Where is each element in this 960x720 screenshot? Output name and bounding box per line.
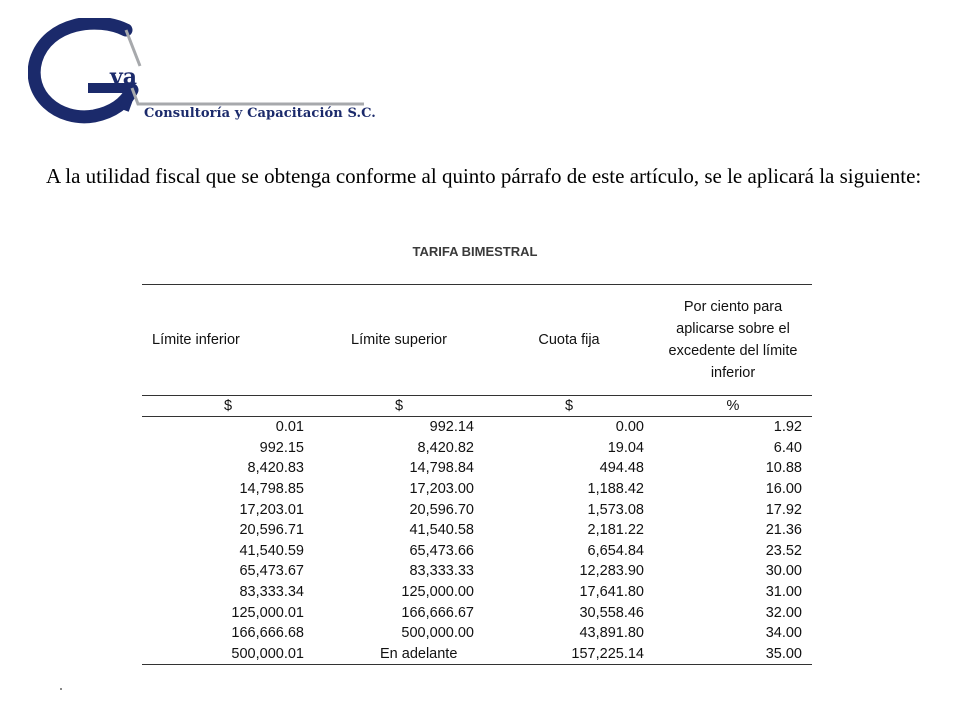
logo-tagline: Consultoría y Capacitación S.C. (144, 106, 376, 121)
table-cell: 1,188.42 (587, 481, 644, 498)
table-cell: 21.36 (765, 522, 802, 539)
table-cell: 17,641.80 (579, 584, 644, 601)
unit-cell: $ (484, 396, 654, 417)
table-cell: 125,000.01 (231, 604, 304, 621)
table-cell: 19.04 (607, 439, 644, 456)
table-title: TARIFA BIMESTRAL (412, 244, 538, 259)
table-row (142, 602, 812, 623)
table-cell: 30.00 (765, 563, 802, 580)
table-row (142, 479, 812, 500)
table-cell: 43,891.80 (579, 625, 644, 642)
table-row (142, 417, 812, 438)
table-cell: 157,225.14 (484, 644, 654, 665)
table-row (142, 623, 812, 644)
table-cell: 32.00 (765, 604, 802, 621)
tarifa-body (142, 417, 812, 665)
table-cell: 34.00 (765, 625, 802, 642)
tarifa-table (142, 284, 812, 665)
table-cell: 500,000.01 (142, 644, 314, 665)
table-row (142, 438, 812, 459)
table-row (142, 458, 812, 479)
table-cell: 166,666.68 (231, 625, 304, 642)
table-row (142, 541, 812, 562)
table-cell: 41,540.58 (409, 522, 474, 539)
table-cell: 8,420.82 (417, 439, 474, 456)
header-limite-superior: Límite superior (314, 285, 484, 396)
table-cell: 500,000.00 (401, 625, 474, 642)
header-por-ciento: Por ciento para aplicarse sobre el excedente del límite inferior (654, 285, 812, 396)
table-cell: 1,573.08 (587, 501, 644, 518)
table-row (142, 644, 812, 665)
table-cell: 41,540.59 (239, 542, 304, 559)
table-cell: 12,283.90 (579, 563, 644, 580)
table-cell: 30,558.46 (579, 604, 644, 621)
table-cell: 166,666.67 (401, 604, 474, 621)
table-cell: 494.48 (599, 460, 644, 477)
unit-cell: % (654, 396, 812, 417)
table-cell: 23.52 (765, 542, 802, 559)
table-cell: 992.14 (429, 419, 474, 436)
intro-paragraph: A la utilidad fiscal que se obtenga conforme al quinto párrafo de este artículo, se le aplicará la siguiente: (46, 164, 922, 188)
table-cell: 17.92 (765, 501, 802, 518)
table-row (142, 582, 812, 603)
table-cell: En adelante (314, 644, 484, 665)
table-cell: 2,181.22 (587, 522, 644, 539)
table-cell: 16.00 (765, 481, 802, 498)
unit-cell: $ (314, 396, 484, 417)
table-cell: 17,203.01 (239, 501, 304, 518)
table-cell: 0.00 (615, 419, 644, 436)
table-cell: 20,596.70 (409, 501, 474, 518)
table-cell: 125,000.00 (401, 584, 474, 601)
table-cell: 35.00 (654, 644, 812, 665)
header-cuota-fija: Cuota fija (484, 285, 654, 396)
table-cell: 83,333.33 (409, 563, 474, 580)
table-cell: 0.01 (275, 419, 304, 436)
page-dot (60, 688, 62, 690)
unit-cell: $ (142, 396, 314, 417)
table-cell: 83,333.34 (239, 584, 304, 601)
table-cell: 17,203.00 (409, 481, 474, 498)
table-row (142, 499, 812, 520)
table-cell: 10.88 (765, 460, 802, 477)
company-logo (28, 18, 376, 130)
table-cell: 20,596.71 (239, 522, 304, 539)
header-limite-inferior: Límite inferior (142, 285, 314, 396)
table-cell: 6.40 (773, 439, 802, 456)
table-cell: 1.92 (773, 419, 802, 436)
table-cell: 31.00 (765, 584, 802, 601)
table-cell: 992.15 (259, 439, 304, 456)
table-row (142, 520, 812, 541)
table-cell: 14,798.84 (409, 460, 474, 477)
table-cell: 6,654.84 (587, 542, 644, 559)
table-cell: 14,798.85 (239, 481, 304, 498)
table-cell: 65,473.66 (409, 542, 474, 559)
table-cell: 65,473.67 (239, 563, 304, 580)
logo-letters: va (110, 64, 138, 90)
table-row (142, 561, 812, 582)
table-cell: 8,420.83 (247, 460, 304, 477)
